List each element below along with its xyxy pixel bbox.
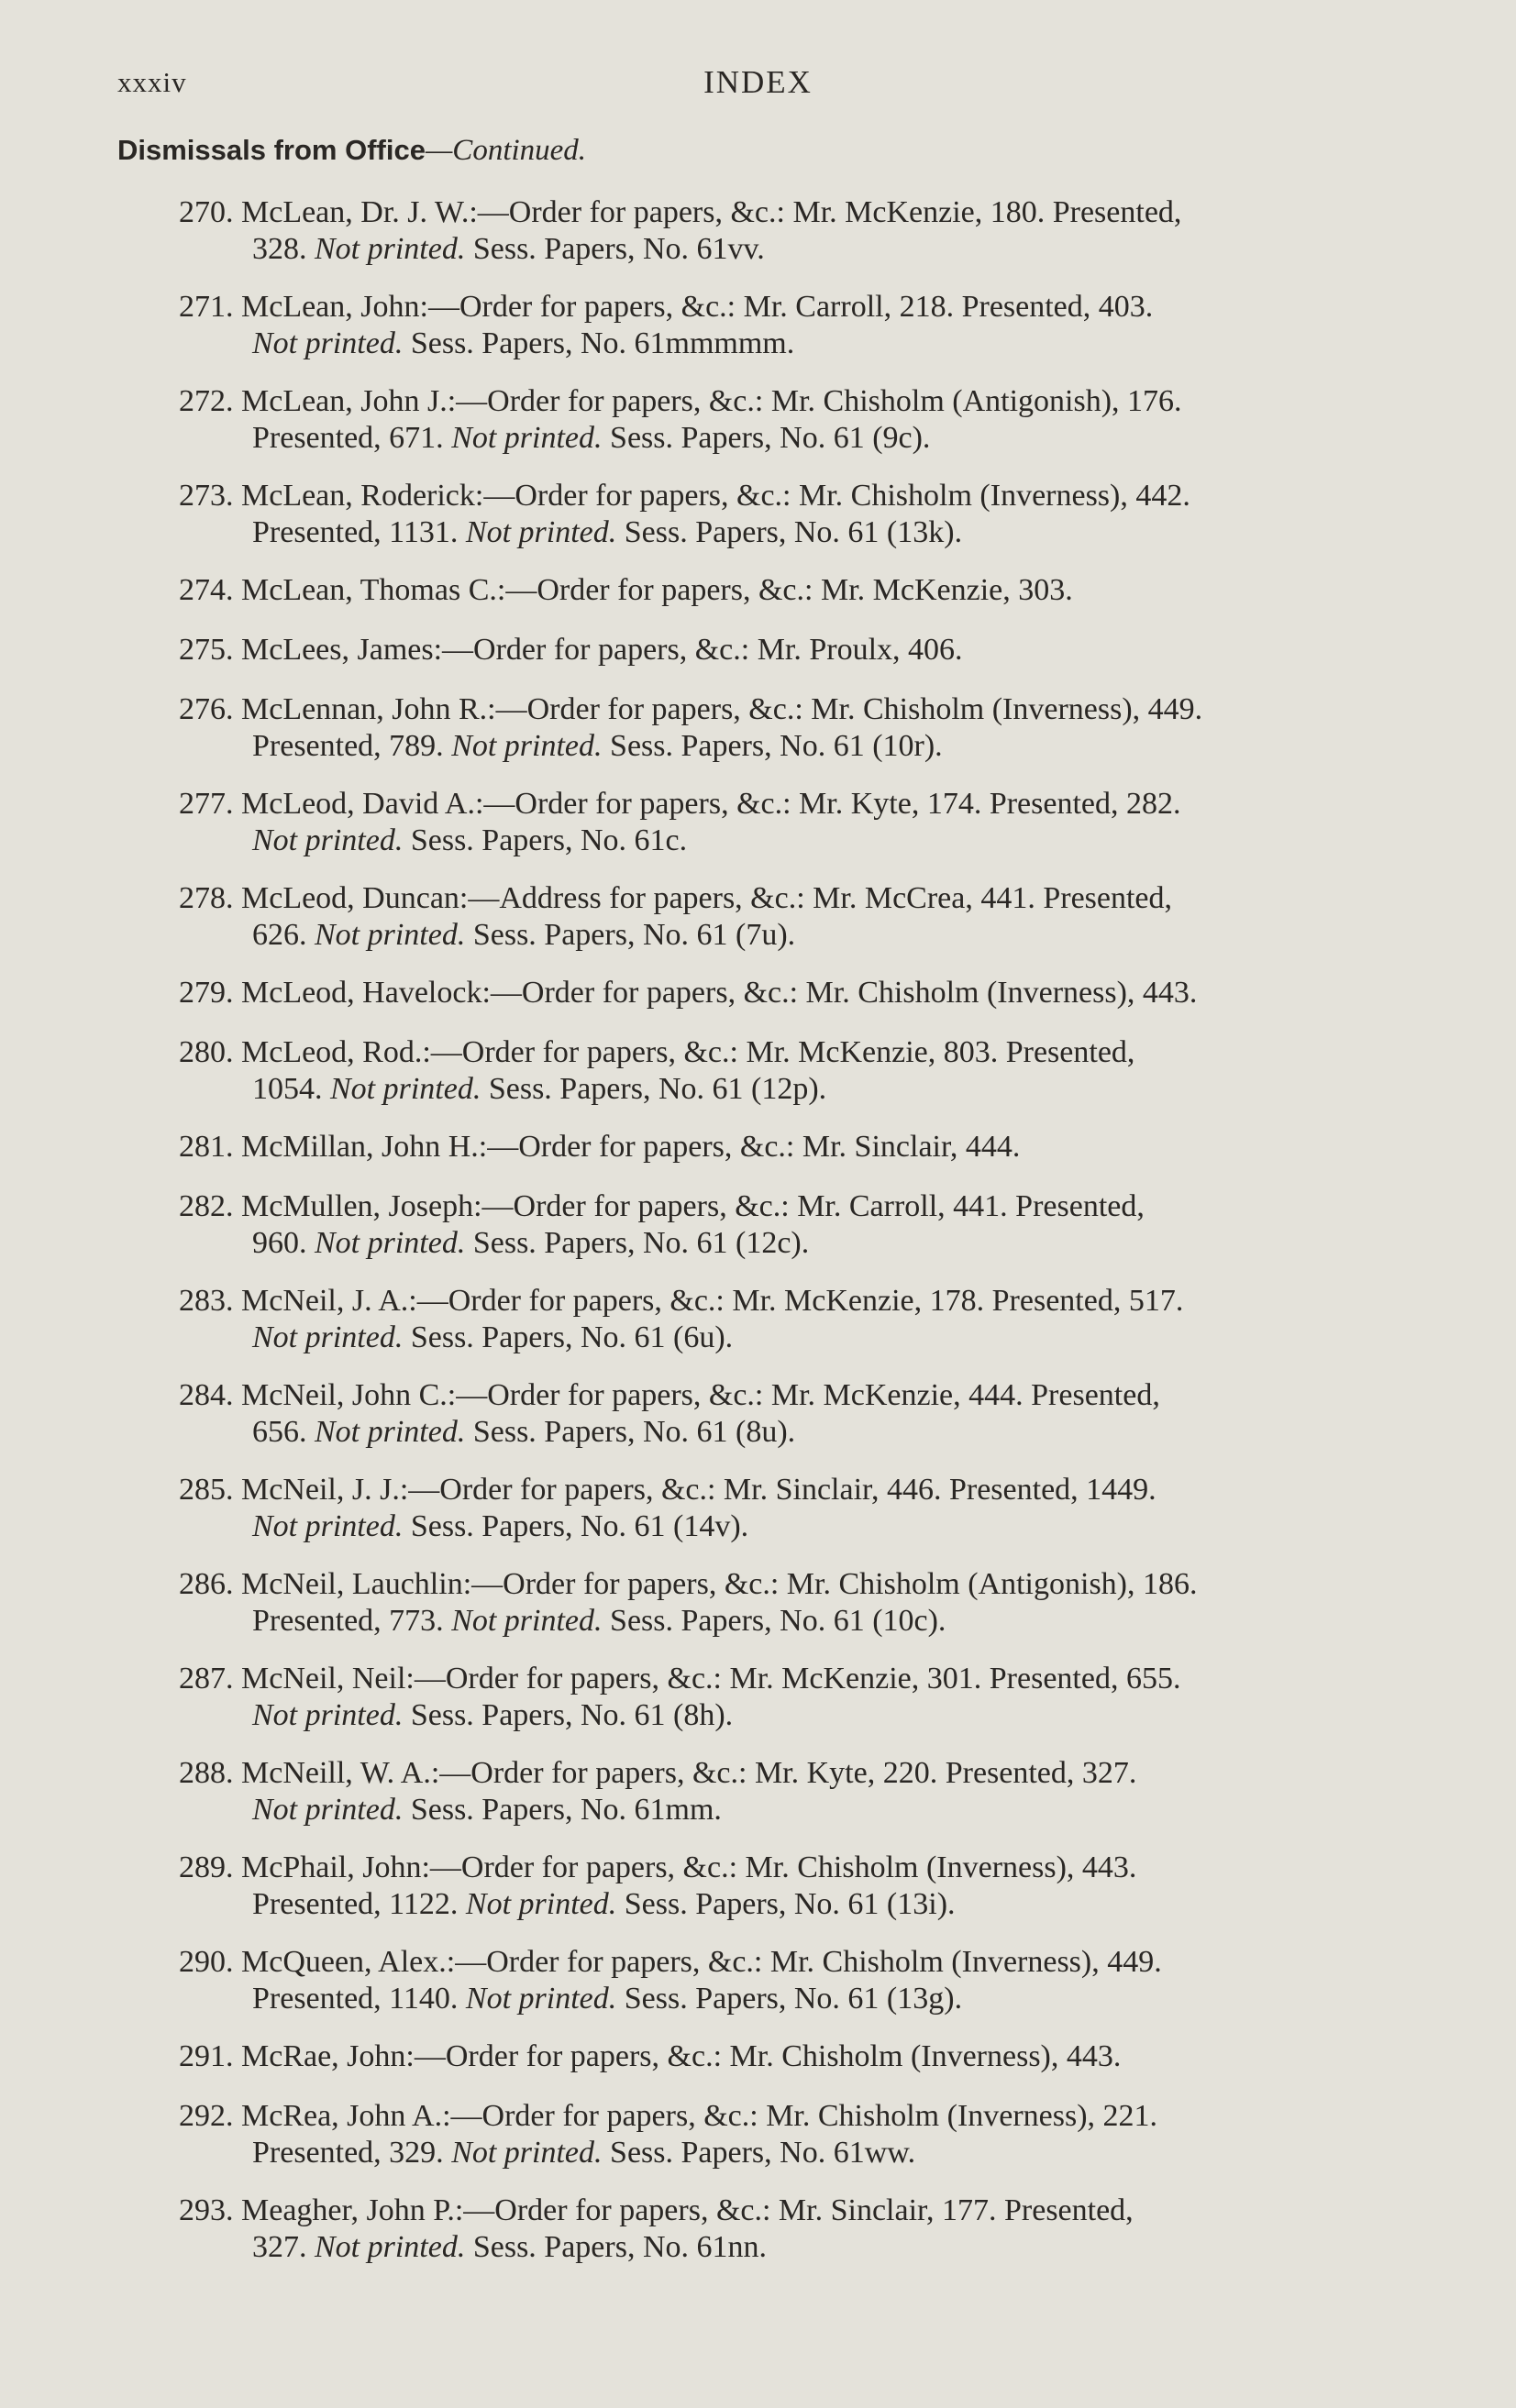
index-entry-continuation <box>179 231 1472 268</box>
page-number: xxxiv <box>117 66 187 98</box>
presented-text: Presented, 1131. <box>252 515 466 549</box>
presented-text: Presented, 773. <box>252 1604 452 1638</box>
index-entry-line: 292. McRea, John A.:—Order for papers, &c.: Mr. Chisholm (Inverness), 221. <box>179 2099 1158 2133</box>
index-entry <box>179 975 1472 1011</box>
index-entry-continuation <box>179 1697 1472 1734</box>
index-entry <box>179 1755 1472 1828</box>
index-entry-continuation <box>179 1981 1472 2017</box>
index-entry <box>179 1472 1472 1545</box>
index-entry <box>179 478 1472 551</box>
sessional-paper-ref: Sess. Papers, No. 61vv. <box>465 232 765 266</box>
sessional-paper-ref: Sess. Papers, No. 61c. <box>403 823 688 857</box>
index-entry-line: 271. McLean, John:—Order for papers, &c.: Mr. Carroll, 218. Presented, 403. <box>179 290 1154 324</box>
index-entry <box>179 572 1472 609</box>
index-entry <box>179 1566 1472 1640</box>
index-entry-line: 287. McNeil, Neil:—Order for papers, &c.: Mr. McKenzie, 301. Presented, 655. <box>179 1662 1181 1696</box>
index-entry <box>179 786 1472 859</box>
index-entry-continuation <box>179 1792 1472 1828</box>
presented-text: 327. <box>252 2230 315 2264</box>
index-entry-line: 277. McLeod, David A.:—Order for papers, &c.: Mr. Kyte, 174. Presented, 282. <box>179 787 1181 821</box>
index-entry <box>179 880 1472 954</box>
section-heading-continued: —Continued. <box>425 134 587 167</box>
not-printed-text: Not printed. <box>252 823 404 857</box>
not-printed-text: Not printed. <box>315 918 466 952</box>
index-entry <box>179 1661 1472 1734</box>
index-entry-line: 275. McLees, James:—Order for papers, &c.: Mr. Proulx, 406. <box>179 633 963 667</box>
index-entry-line: 276. McLennan, John R.:—Order for papers, &c.: Mr. Chisholm (Inverness), 449. <box>179 692 1203 726</box>
not-printed-text: Not printed. <box>465 515 617 549</box>
not-printed-text: Not printed. <box>252 1698 404 1732</box>
not-printed-text: Not printed. <box>451 421 603 455</box>
not-printed-text: Not printed. <box>465 1982 617 2016</box>
index-entry-line: 289. McPhail, John:—Order for papers, &c.: Mr. Chisholm (Inverness), 443. <box>179 1850 1137 1884</box>
sessional-paper-ref: Sess. Papers, No. 61 (13k). <box>616 515 963 549</box>
index-entry-line: 272. McLean, John J.:—Order for papers, &c.: Mr. Chisholm (Antigonish), 176. <box>179 384 1182 418</box>
sessional-paper-ref: Sess. Papers, No. 61 (14v). <box>403 1509 749 1543</box>
sessional-paper-ref: Sess. Papers, No. 61 (12p). <box>481 1072 827 1106</box>
index-entry-continuation <box>179 917 1472 954</box>
sessional-paper-ref: Sess. Papers, No. 61 (7u). <box>465 918 796 952</box>
not-printed-text: Not printed. <box>465 1887 617 1921</box>
index-entry-line: 290. McQueen, Alex.:—Order for papers, &c.: Mr. Chisholm (Inverness), 449. <box>179 1945 1162 1979</box>
index-entry-continuation <box>179 1508 1472 1545</box>
sessional-paper-ref: Sess. Papers, No. 61 (13g). <box>616 1982 963 2016</box>
index-entry-continuation <box>179 326 1472 362</box>
index-entry-continuation <box>179 1320 1472 1356</box>
index-entry-continuation <box>179 823 1472 859</box>
not-printed-text: Not printed. <box>330 1072 481 1106</box>
index-entry <box>179 1034 1472 1108</box>
index-entry-line: 285. McNeil, J. J.:—Order for papers, &c.: Mr. Sinclair, 446. Presented, 1449. <box>179 1473 1156 1507</box>
index-entry <box>179 1129 1472 1165</box>
sessional-paper-ref: Sess. Papers, No. 61mmmmm. <box>403 326 795 360</box>
not-printed-text: Not printed. <box>451 1604 603 1638</box>
index-entry <box>179 1850 1472 1923</box>
index-entry-continuation <box>179 1414 1472 1451</box>
index-entry <box>179 1188 1472 1262</box>
presented-text: 328. <box>252 232 315 266</box>
presented-text: 1054. <box>252 1072 330 1106</box>
index-entry <box>179 632 1472 668</box>
index-entry-line: 282. McMullen, Joseph:—Order for papers, &c.: Mr. Carroll, 441. Presented, <box>179 1189 1145 1223</box>
presented-text: 626. <box>252 918 315 952</box>
not-printed-text: Not printed. <box>451 2136 603 2170</box>
section-heading-title: Dismissals from Office <box>117 134 426 166</box>
sessional-paper-ref: Sess. Papers, No. 61ww. <box>602 2136 916 2170</box>
not-printed-text: Not printed. <box>315 2230 466 2264</box>
index-entry-continuation <box>179 1071 1472 1108</box>
sessional-paper-ref: Sess. Papers, No. 61 (13i). <box>616 1887 956 1921</box>
sessional-paper-ref: Sess. Papers, No. 61 (10c). <box>602 1604 946 1638</box>
presented-text: Presented, 329. <box>252 2136 452 2170</box>
sessional-paper-ref: Sess. Papers, No. 61 (6u). <box>403 1320 734 1354</box>
index-entry-line: 270. McLean, Dr. J. W.:—Order for papers, &c.: Mr. McKenzie, 180. Presented, <box>179 195 1182 229</box>
index-entry <box>179 194 1472 268</box>
index-entry-line: 283. McNeil, J. A.:—Order for papers, &c.: Mr. McKenzie, 178. Presented, 517. <box>179 1284 1184 1318</box>
index-entry <box>179 289 1472 362</box>
presented-text: 960. <box>252 1226 315 1260</box>
section-heading <box>117 134 586 168</box>
not-printed-text: Not printed. <box>451 729 603 763</box>
index-entry-continuation <box>179 2229 1472 2266</box>
index-entry <box>179 2193 1472 2266</box>
index-entry-line: 293. Meagher, John P.:—Order for papers, &c.: Mr. Sinclair, 177. Presented, <box>179 2193 1134 2227</box>
index-entry <box>179 2098 1472 2171</box>
index-entry-line: 278. McLeod, Duncan:—Address for papers, &c.: Mr. McCrea, 441. Presented, <box>179 881 1173 915</box>
index-entry-line: 273. McLean, Roderick:—Order for papers, &c.: Mr. Chisholm (Inverness), 442. <box>179 479 1190 513</box>
index-entry <box>179 1377 1472 1451</box>
index-entry <box>179 1283 1472 1356</box>
index-entries <box>179 194 1472 2287</box>
index-entry <box>179 1944 1472 2017</box>
index-entry-continuation <box>179 728 1472 765</box>
not-printed-text: Not printed. <box>315 1226 466 1260</box>
index-entry-line: 286. McNeil, Lauchlin:—Order for papers, &c.: Mr. Chisholm (Antigonish), 186. <box>179 1567 1198 1601</box>
not-printed-text: Not printed. <box>252 326 404 360</box>
not-printed-text: Not printed. <box>252 1793 404 1827</box>
index-entry-continuation <box>179 514 1472 551</box>
presented-text: 656. <box>252 1415 315 1449</box>
index-entry-line: 291. McRae, John:—Order for papers, &c.: Mr. Chisholm (Inverness), 443. <box>179 2039 1122 2073</box>
presented-text: Presented, 1122. <box>252 1887 466 1921</box>
index-entry-continuation <box>179 1886 1472 1923</box>
index-entry-continuation <box>179 420 1472 457</box>
sessional-paper-ref: Sess. Papers, No. 61 (10r). <box>602 729 943 763</box>
not-printed-text: Not printed. <box>252 1320 404 1354</box>
sessional-paper-ref: Sess. Papers, No. 61mm. <box>403 1793 722 1827</box>
sessional-paper-ref: Sess. Papers, No. 61 (9c). <box>602 421 931 455</box>
index-entry-line: 279. McLeod, Havelock:—Order for papers, &c.: Mr. Chisholm (Inverness), 443. <box>179 976 1198 1010</box>
sessional-paper-ref: Sess. Papers, No. 61 (8h). <box>403 1698 734 1732</box>
running-head-title: INDEX <box>703 64 813 100</box>
not-printed-text: Not printed. <box>315 1415 466 1449</box>
presented-text: Presented, 1140. <box>252 1982 466 2016</box>
index-entry-line: 280. McLeod, Rod.:—Order for papers, &c.: Mr. McKenzie, 803. Presented, <box>179 1035 1135 1069</box>
index-entry <box>179 2038 1472 2075</box>
not-printed-text: Not printed. <box>252 1509 404 1543</box>
index-entry-line: 274. McLean, Thomas C.:—Order for papers, &c.: Mr. McKenzie, 303. <box>179 573 1073 607</box>
index-entry-line: 281. McMillan, John H.:—Order for papers, &c.: Mr. Sinclair, 444. <box>179 1130 1021 1164</box>
sessional-paper-ref: Sess. Papers, No. 61 (12c). <box>465 1226 810 1260</box>
index-entry-continuation <box>179 1225 1472 1262</box>
presented-text: Presented, 671. <box>252 421 452 455</box>
presented-text: Presented, 789. <box>252 729 452 763</box>
index-entry-line: 288. McNeill, W. A.:—Order for papers, &c.: Mr. Kyte, 220. Presented, 327. <box>179 1756 1137 1790</box>
index-entry-continuation <box>179 2135 1472 2171</box>
index-entry-continuation <box>179 1603 1472 1640</box>
not-printed-text: Not printed. <box>315 232 466 266</box>
sessional-paper-ref: Sess. Papers, No. 61nn. <box>465 2230 768 2264</box>
sessional-paper-ref: Sess. Papers, No. 61 (8u). <box>465 1415 796 1449</box>
index-entry <box>179 383 1472 457</box>
index-entry <box>179 691 1472 765</box>
index-entry-line: 284. McNeil, John C.:—Order for papers, &c.: Mr. McKenzie, 444. Presented, <box>179 1378 1160 1412</box>
